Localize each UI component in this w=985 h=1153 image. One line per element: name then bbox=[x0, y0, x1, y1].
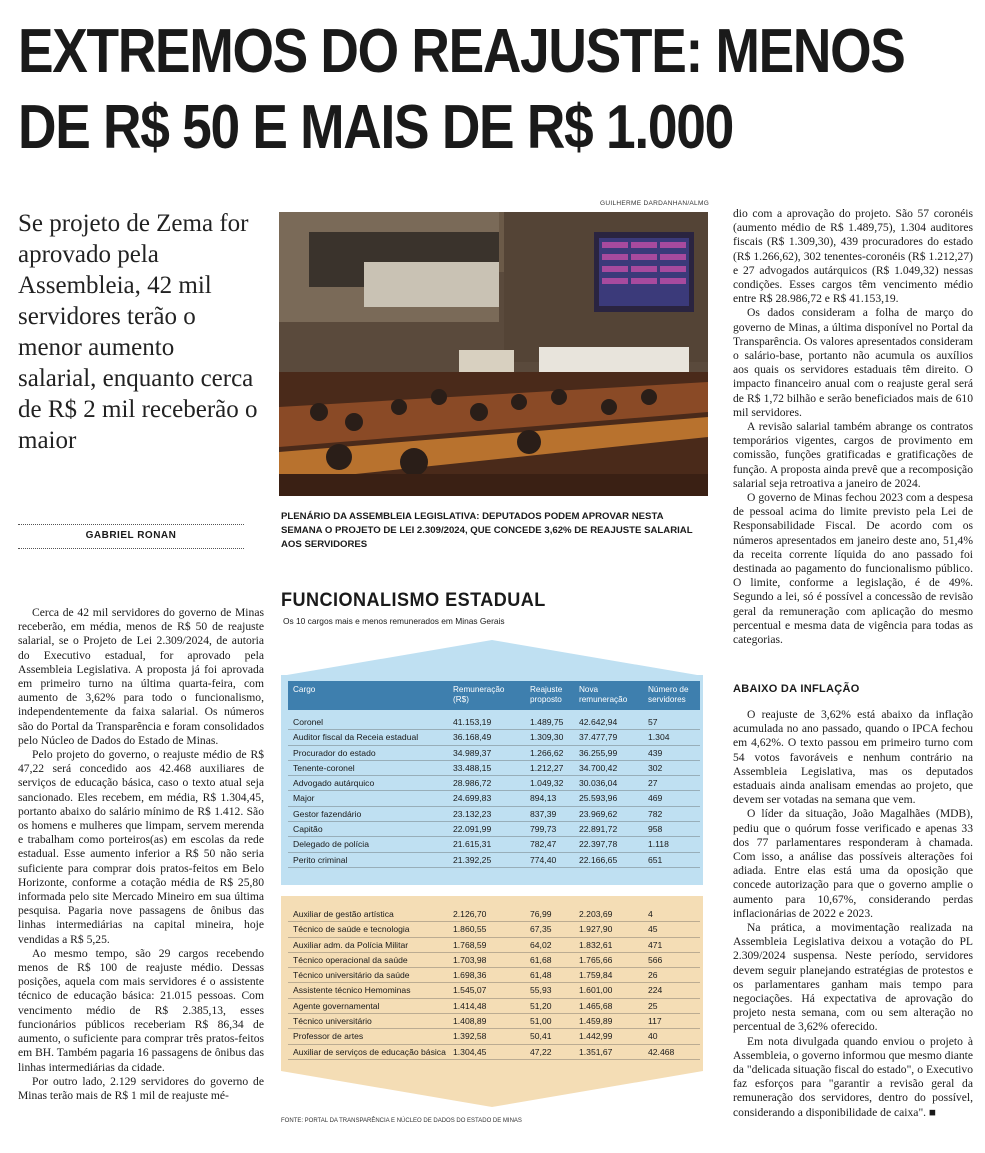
cell-remuneracao: 21.615,31 bbox=[453, 839, 492, 850]
byline: GABRIEL RONAN bbox=[85, 530, 177, 541]
cell-remuneracao: 36.168,49 bbox=[453, 732, 492, 743]
cell-nova-remuneracao: 23.969,62 bbox=[579, 808, 618, 819]
section-subhead: ABAIXO DA INFLAÇÃO bbox=[733, 683, 860, 695]
top-salaries-rows bbox=[288, 715, 700, 868]
col3-paragraph: A revisão salarial também abrange os contratos temporários vigentes, cargos de provimento em comissão, funções gratificadas e gratificações de função. A proposta ainda prevê que a recomposição salarial seja retroativa a janeiro de 2024. bbox=[733, 420, 973, 490]
col1-paragraph: Pelo projeto do governo, o reajuste médio de R$ 47,22 será concedido aos 42.468 auxiliares de serviços de educação básica, caso o texto atual seja sancionado. Eles recebem, em média, R$ 1.304,45, portanto abaixo do salário mínimo de R$ 1.412. São os homens e mulheres que limpam, servem merenda e trabalham como porteiros(as) em escolas da rede estadual. Esse aumento inferior a R$ 50 não seria suficiente para comprar dois pratos-feitos em Belo Horizonte, conforme a cotação média de R$ 25,80 informada pelo site Mercado Mineiro em sua última pesquisa. Pagaria nove passagens de ônibus das linhas intermediárias na capital mineira, hoje vendidas a R$ 5,25. bbox=[18, 748, 264, 946]
cell-numero-servidores: 471 bbox=[648, 939, 663, 950]
cell-cargo: Auditor fiscal da Receia estadual bbox=[293, 732, 419, 743]
cell-reajuste: 67,35 bbox=[530, 924, 552, 935]
cell-cargo: Auxiliar adm. da Polícia Militar bbox=[293, 939, 409, 950]
cell-reajuste: 64,02 bbox=[530, 939, 552, 950]
bottom-salaries-rows bbox=[288, 907, 700, 1060]
article-column-1 bbox=[18, 606, 264, 1103]
cell-remuneracao: 23.132,23 bbox=[453, 808, 492, 819]
cell-numero-servidores: 566 bbox=[648, 954, 663, 965]
cell-numero-servidores: 958 bbox=[648, 824, 663, 835]
col3b-paragraph: Em nota divulgada quando enviou o projeto à Assembleia, o governo informou que mesmo diante da "delicada situação fiscal do estado", o Executivo faz esforços para "garantir a revisão geral da remuneração dos servidores, dentro do possível, considerando a disponibilidade de caixa". ■ bbox=[733, 1034, 973, 1119]
cell-nova-remuneracao: 22.891,72 bbox=[579, 824, 618, 835]
cell-nova-remuneracao: 22.166,65 bbox=[579, 854, 618, 865]
cell-cargo: Capitão bbox=[293, 824, 323, 835]
cell-remuneracao: 1.304,45 bbox=[453, 1046, 487, 1057]
table-row bbox=[288, 837, 700, 852]
cell-numero-servidores: 469 bbox=[648, 793, 663, 804]
table-row bbox=[288, 746, 700, 761]
cell-reajuste: 894,13 bbox=[530, 793, 557, 804]
cell-cargo: Técnico de saúde e tecnologia bbox=[293, 924, 410, 935]
headline-line-1: EXTREMOS DO REAJUSTE: MENOS bbox=[18, 17, 905, 86]
table-row bbox=[288, 953, 700, 968]
headline bbox=[18, 14, 905, 166]
cell-nova-remuneracao: 1.765,66 bbox=[579, 954, 613, 965]
cell-cargo: Major bbox=[293, 793, 315, 804]
table-source: FONTE: PORTAL DA TRANSPARÊNCIA E NÚCLEO DE DADOS DO ESTADO DE MINAS bbox=[281, 1118, 522, 1124]
table-arrow-down bbox=[281, 1071, 703, 1107]
cell-reajuste: 51,20 bbox=[530, 1000, 552, 1011]
header-cargo: Cargo bbox=[293, 685, 316, 694]
table-row bbox=[288, 730, 700, 745]
cell-numero-servidores: 27 bbox=[648, 778, 658, 789]
cell-reajuste: 1.309,30 bbox=[530, 732, 564, 743]
cell-numero-servidores: 4 bbox=[648, 909, 653, 919]
table-row bbox=[288, 1014, 700, 1029]
plenary-photo-illustration bbox=[279, 212, 708, 496]
table-row bbox=[288, 907, 700, 922]
cell-nova-remuneracao: 1.459,89 bbox=[579, 1016, 613, 1027]
table-header bbox=[288, 681, 700, 710]
header-reajuste: Reajuste proposto bbox=[530, 685, 563, 704]
cell-nova-remuneracao: 1.351,67 bbox=[579, 1046, 613, 1057]
cell-reajuste: 1.489,75 bbox=[530, 717, 564, 727]
table-row bbox=[288, 807, 700, 822]
cell-cargo: Gestor fazendário bbox=[293, 808, 362, 819]
cell-nova-remuneracao: 1.601,00 bbox=[579, 985, 613, 996]
col1-paragraph: Cerca de 42 mil servidores do governo de Minas receberão, em média, menos de R$ 50 de reajuste salarial, se o Projeto de Lei 2.309/2024, de autoria do Executivo estadual, for aprovado pela Assembleia Legislativa. A proposta já foi aprovada em primeiro turno na última quarta-feira, com aumento de 3,62% para todo o funcionalismo, independentemente da faixa salarial. Os números são do Portal da Transparência e foram consolidados pelo Núcleo de Dados do Estado de Minas. bbox=[18, 606, 264, 747]
cell-cargo: Advogado autárquico bbox=[293, 778, 375, 789]
cell-remuneracao: 1.392,58 bbox=[453, 1031, 487, 1042]
cell-numero-servidores: 26 bbox=[648, 970, 658, 981]
header-numero-servidores: Número de servidores bbox=[648, 685, 689, 704]
cell-cargo: Professor de artes bbox=[293, 1031, 364, 1042]
cell-remuneracao: 1.768,59 bbox=[453, 939, 487, 950]
cell-numero-servidores: 224 bbox=[648, 985, 663, 996]
cell-cargo: Delegado de polícia bbox=[293, 839, 369, 850]
cell-cargo: Assistente técnico Hemominas bbox=[293, 985, 411, 996]
col3b-paragraph: O líder da situação, João Magalhães (MDB), pediu que o quórum fosse verificado e apenas 33 dos 77 parlamentares responderam à chamada. Com isso, a análise das possíveis alterações foi adiada. Entre elas está uma da oposição que concede autorização para que o governo amplie o aumento para 10,67%, considerando perdas inflacionárias de 2022 e 2023. bbox=[733, 807, 973, 920]
cell-reajuste: 782,47 bbox=[530, 839, 557, 850]
cell-numero-servidores: 57 bbox=[648, 717, 658, 727]
cell-remuneracao: 28.986,72 bbox=[453, 778, 492, 789]
table-row bbox=[288, 999, 700, 1014]
cell-nova-remuneracao: 36.255,99 bbox=[579, 747, 618, 758]
cell-cargo: Tenente-coronel bbox=[293, 762, 355, 773]
cell-cargo: Auxiliar de serviços de educação básica bbox=[293, 1046, 446, 1057]
table-row bbox=[288, 922, 700, 937]
cell-nova-remuneracao: 34.700,42 bbox=[579, 762, 618, 773]
table-row bbox=[288, 853, 700, 868]
cell-remuneracao: 33.488,15 bbox=[453, 762, 492, 773]
dek: Se projeto de Zema for aprovado pela Assembleia, 42 mil servidores terão o menor aumento salarial, enquanto cerca de R$ 2 mil receberão o maior bbox=[18, 210, 258, 454]
table-row bbox=[288, 1045, 700, 1060]
cell-reajuste: 1.049,32 bbox=[530, 778, 564, 789]
cell-reajuste: 774,40 bbox=[530, 854, 557, 865]
cell-remuneracao: 34.989,37 bbox=[453, 747, 492, 758]
cell-nova-remuneracao: 37.477,79 bbox=[579, 732, 618, 743]
table-subtitle: Os 10 cargos mais e menos remunerados em Minas Gerais bbox=[283, 616, 505, 626]
table-row bbox=[288, 776, 700, 791]
header-remuneracao: Remuneração (R$) bbox=[453, 685, 505, 704]
cell-remuneracao: 1.860,55 bbox=[453, 924, 487, 935]
cell-reajuste: 47,22 bbox=[530, 1046, 552, 1057]
cell-cargo: Técnico universitário da saúde bbox=[293, 970, 410, 981]
cell-reajuste: 76,99 bbox=[530, 909, 552, 919]
cell-reajuste: 799,73 bbox=[530, 824, 557, 835]
col1-paragraph: Por outro lado, 2.129 servidores do governo de Minas terão mais de R$ 1 mil de reajuste mé- bbox=[18, 1074, 264, 1102]
cell-numero-servidores: 782 bbox=[648, 808, 663, 819]
cell-nova-remuneracao: 1.832,61 bbox=[579, 939, 613, 950]
photo-caption: PLENÁRIO DA ASSEMBLEIA LEGISLATIVA: DEPUTADOS PODEM APROVAR NESTA SEMANA O PROJETO DE LEI 2.309/2024, QUE CONCEDE 3,62% DE REAJUSTE SALARIAL AOS SERVIDORES bbox=[281, 511, 693, 550]
cell-remuneracao: 22.091,99 bbox=[453, 824, 492, 835]
table-row bbox=[288, 791, 700, 806]
cell-nova-remuneracao: 2.203,69 bbox=[579, 909, 613, 919]
cell-remuneracao: 24.699,83 bbox=[453, 793, 492, 804]
cell-numero-servidores: 40 bbox=[648, 1031, 658, 1042]
cell-reajuste: 837,39 bbox=[530, 808, 557, 819]
cell-nova-remuneracao: 1.442,99 bbox=[579, 1031, 613, 1042]
col3-paragraph: O governo de Minas fechou 2023 com a despesa de pessoal acima do limite previsto pela Lei de Responsabilidade Fiscal. De acordo com os números apresentados em janeiro deste ano, 51,4% da receita corrente líquida do ano passado foi destinada ao pagamento do funcionalismo público. O limite, conforme a legislação, é de 49%. Segundo a lei, só é possível a concessão de revisão geral da remuneração com aplicação do mesmo percentual e mesma data de vigência para todas as categorias. bbox=[733, 491, 973, 647]
table-row bbox=[288, 938, 700, 953]
cell-remuneracao: 41.153,19 bbox=[453, 717, 492, 727]
cell-numero-servidores: 439 bbox=[648, 747, 663, 758]
cell-reajuste: 61,48 bbox=[530, 970, 552, 981]
cell-cargo: Procurador do estado bbox=[293, 747, 376, 758]
byline-rule-bottom bbox=[18, 548, 244, 549]
cell-nova-remuneracao: 1.927,90 bbox=[579, 924, 613, 935]
table-row bbox=[288, 1029, 700, 1044]
cell-numero-servidores: 45 bbox=[648, 924, 658, 935]
cell-reajuste: 1.212,27 bbox=[530, 762, 564, 773]
photo-credit: GUILHERME DARDANHAN/ALMG bbox=[600, 200, 710, 207]
table-row bbox=[288, 822, 700, 837]
headline-line-2: DE R$ 50 E MAIS DE R$ 1.000 bbox=[18, 93, 733, 162]
cell-numero-servidores: 42.468 bbox=[648, 1046, 675, 1057]
cell-numero-servidores: 651 bbox=[648, 854, 663, 865]
cell-cargo: Perito criminal bbox=[293, 854, 348, 865]
article-column-3b bbox=[733, 708, 973, 1120]
cell-cargo: Técnico operacional da saúde bbox=[293, 954, 408, 965]
cell-numero-servidores: 1.304 bbox=[648, 732, 670, 743]
table-row bbox=[288, 968, 700, 983]
cell-nova-remuneracao: 25.593,96 bbox=[579, 793, 618, 804]
cell-nova-remuneracao: 22.397,78 bbox=[579, 839, 618, 850]
cell-cargo: Auxiliar de gestão artística bbox=[293, 909, 394, 919]
table-row bbox=[288, 983, 700, 998]
article-column-3 bbox=[733, 207, 973, 647]
cell-reajuste: 1.266,62 bbox=[530, 747, 564, 758]
col3b-paragraph: O reajuste de 3,62% está abaixo da inflação acumulada no ano passado, quando o IPCA fechou em 4,62%. O texto passou em primeiro turno com 54 votos favoráveis e nenhum contrário na Assembleia Legislativa, mas os deputados estaduais ainda analisam emendas ao projeto, que devem ser votadas na semana que vem. bbox=[733, 708, 973, 807]
cell-reajuste: 55,93 bbox=[530, 985, 552, 996]
cell-numero-servidores: 25 bbox=[648, 1000, 658, 1011]
cell-cargo: Agente governamental bbox=[293, 1000, 380, 1011]
col3-paragraph: dio com a aprovação do projeto. São 57 coronéis (aumento médio de R$ 1.489,75), 1.304 auditores fiscais (R$ 1.309,30), 439 procuradores do estado (R$ 1.266,62), 302 tenentes-coronéis (R$ 1.212,27) e 27 advogados autárquicos (R$ 1.049,32) nessas condições. Esses cargos têm vencimento médio entre R$ 28.986,72 e R$ 41.153,19. bbox=[733, 207, 973, 306]
cell-cargo: Coronel bbox=[293, 717, 324, 727]
table-arrow-up bbox=[281, 640, 703, 676]
cell-numero-servidores: 302 bbox=[648, 762, 663, 773]
cell-numero-servidores: 117 bbox=[648, 1016, 662, 1027]
cell-remuneracao: 1.698,36 bbox=[453, 970, 487, 981]
byline-rule-top bbox=[18, 524, 244, 525]
plenary-photo bbox=[279, 212, 708, 496]
header-nova-remuneracao: Nova remuneração bbox=[579, 685, 628, 704]
cell-nova-remuneracao: 30.036,04 bbox=[579, 778, 618, 789]
cell-remuneracao: 1.408,89 bbox=[453, 1016, 487, 1027]
cell-nova-remuneracao: 42.642,94 bbox=[579, 717, 618, 727]
cell-nova-remuneracao: 1.759,84 bbox=[579, 970, 613, 981]
col3-paragraph: Os dados consideram a folha de março do governo de Minas, a última disponível no Portal da Transparência. Os valores apresentados consideram o salário-base, portanto não acumula os auxílios aos quais os servidores estaduais têm direito. O impacto financeiro anual com o reajuste geral será de R$ 1,72 bilhão e serão beneficiados mais de 610 mil servidores. bbox=[733, 306, 973, 419]
col3b-paragraph: Na prática, a movimentação realizada na Assembleia Legislativa deixou a votação do PL 2.309/2024 suspensa. Neste período, servidores devem seguir planejando estratégias de protestos e os parlamentares ganham mais tempo para negociações. Há expectativa de aprovação do projeto nesta semana, com ou sem alteração no percentual de 3,62% oferecido. bbox=[733, 921, 973, 1034]
cell-remuneracao: 2.126,70 bbox=[453, 909, 487, 919]
table-title: FUNCIONALISMO ESTADUAL bbox=[281, 590, 546, 611]
cell-cargo: Técnico universitário bbox=[293, 1016, 372, 1027]
col1-paragraph: Ao mesmo tempo, são 29 cargos recebendo menos de R$ 100 de reajuste médio. Dessas posições, aquela com mais servidores é o assistente técnico de educação básica: 21.015 pessoas. Com vencimento médio de R$ 2.385,13, esses funcionários públicos receberiam R$ 86,34 de aumento, o suficiente para comprar três pratos-feitos em BH. Também pagaria 16 passagens de ônibus das linhas intermediárias da cidade. bbox=[18, 946, 264, 1074]
cell-remuneracao: 21.392,25 bbox=[453, 854, 492, 865]
cell-reajuste: 50,41 bbox=[530, 1031, 552, 1042]
cell-remuneracao: 1.703,98 bbox=[453, 954, 487, 965]
cell-reajuste: 51,00 bbox=[530, 1016, 552, 1027]
cell-remuneracao: 1.545,07 bbox=[453, 985, 487, 996]
cell-nova-remuneracao: 1.465,68 bbox=[579, 1000, 613, 1011]
cell-reajuste: 61,68 bbox=[530, 954, 552, 965]
table-row bbox=[288, 761, 700, 776]
table-row bbox=[288, 715, 700, 730]
cell-remuneracao: 1.414,48 bbox=[453, 1000, 487, 1011]
cell-numero-servidores: 1.118 bbox=[648, 839, 669, 850]
